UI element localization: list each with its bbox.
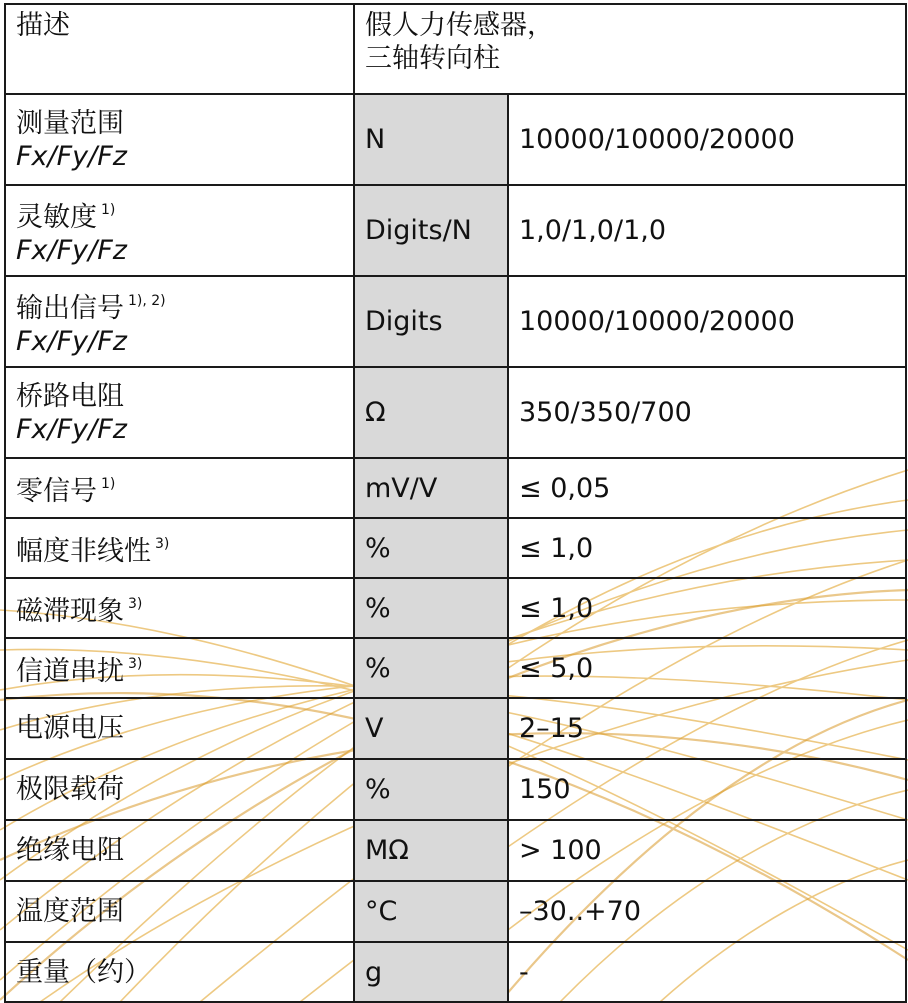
row-value: 2–15 [508,698,906,759]
row-description [5,698,354,759]
row-name: 重量（约） [16,956,151,988]
header-product-cell [354,4,906,94]
table-row [5,94,906,185]
row-name: 电源电压 [16,713,124,744]
row-name: 输出信号 $^{1), 2)}$ [16,293,166,324]
row-value: –30..+70 [508,881,906,942]
footnote-ref: 3) [155,536,170,552]
row-value: 1,0/1,0/1,0 [508,185,906,276]
footnote-ref: 1) [101,476,116,492]
table-row [5,578,906,638]
row-name: 零信号 [16,476,97,507]
row-unit: g [354,942,508,1002]
row-name: 灵敏度 $^{1)}$ [16,202,116,233]
row-description [5,276,354,367]
row-description [5,820,354,881]
row-name: 幅度非线性 [16,536,151,567]
row-value: ≤ 0,05 [508,458,906,518]
footnote-ref: 1), 2) [128,293,166,309]
header-product-line2: 三轴转向柱 [365,43,500,74]
row-value: > 100 [508,820,906,881]
row-unit: °C [354,881,508,942]
row-unit: MΩ [354,820,508,881]
row-axes: Fx/Fy/Fz [16,235,127,266]
row-value: 10000/10000/20000 [508,94,906,185]
footnote-ref: 1) [101,202,116,218]
row-unit: Digits/N [354,185,508,276]
footnote-ref: 3) [128,656,143,672]
row-description [5,458,354,518]
row-value: ≤ 5,0 [508,638,906,698]
table-row [5,458,906,518]
row-unit: Ω [354,367,508,458]
row-name: 桥路电阻 [16,380,124,412]
row-value: ≤ 1,0 [508,578,906,638]
table-row [5,367,906,458]
row-axes: Fx/Fy/Fz [16,413,127,445]
row-name: 信道串扰 [16,656,124,687]
row-description [5,638,354,698]
row-description [5,881,354,942]
row-value: 10000/10000/20000 [508,276,906,367]
row-description [5,578,354,638]
row-name: 温度范围 [16,896,124,927]
row-description [5,185,354,276]
table-row [5,185,906,276]
table-row [5,518,906,578]
row-name: 测量范围 [16,107,124,139]
row-axes: Fx/Fy/Fz [16,140,127,172]
row-value: 150 [508,759,906,820]
row-value: - [508,942,906,1002]
row-description [5,367,354,458]
table-row [5,276,906,367]
header-product-line1: 假人力传感器， [365,10,554,41]
header-description-label: 描述 [16,10,70,41]
row-description [5,518,354,578]
row-name: 绝缘电阻 [16,835,124,866]
row-description [5,94,354,185]
row-value: ≤ 1,0 [508,518,906,578]
row-value: 350/350/700 [508,367,906,458]
row-description [5,759,354,820]
row-unit: % [354,759,508,820]
header-description-cell [5,4,354,94]
row-axes: Fx/Fy/Fz [16,326,127,357]
table-row [5,820,906,881]
row-unit: mV/V [354,458,508,518]
row-unit: % [354,638,508,698]
row-unit: Digits [354,276,508,367]
row-name: 磁滞现象 [16,596,124,627]
row-unit: N [354,94,508,185]
table-row [5,759,906,820]
row-unit: % [354,518,508,578]
table-header-row [5,4,906,94]
table-row [5,942,906,1002]
specification-table [4,3,907,1003]
footnote-ref: 3) [128,596,143,612]
row-unit: V [354,698,508,759]
row-unit: % [354,578,508,638]
row-name: 极限载荷 [16,774,124,805]
table-row [5,638,906,698]
table-row [5,881,906,942]
table-row [5,698,906,759]
row-description [5,942,354,1002]
